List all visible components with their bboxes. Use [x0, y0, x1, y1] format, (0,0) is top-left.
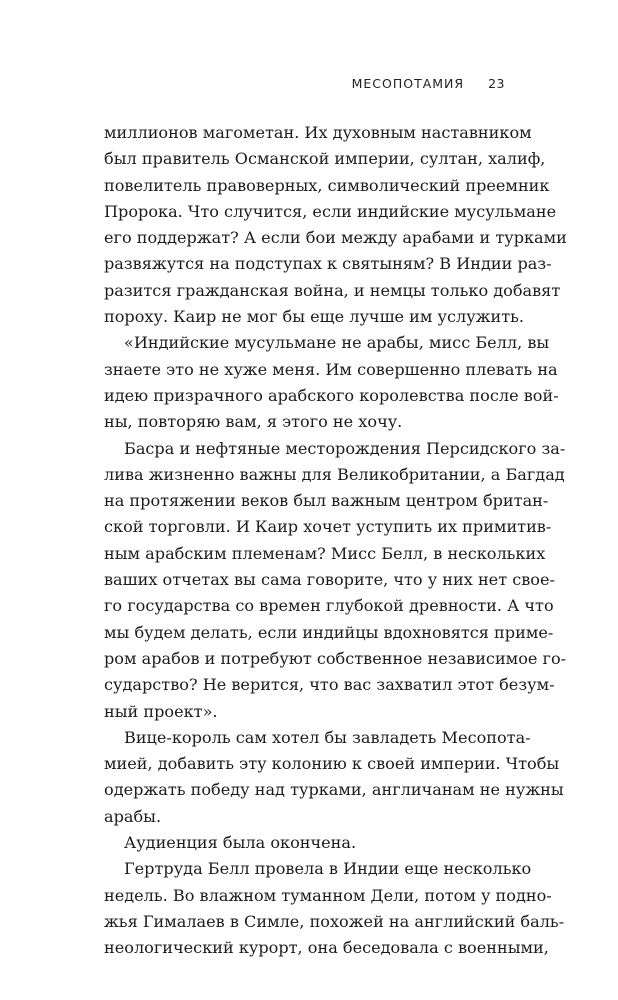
text-line: ным арабским племенам? Мисс Белл, в нескольких	[104, 543, 546, 563]
text-line: го государства со времен глубокой древности. А что	[104, 596, 554, 616]
text-line: ской торговли. И Каир хочет уступить их примитив-	[104, 517, 552, 537]
paragraph	[104, 330, 559, 435]
paragraph	[104, 830, 508, 856]
text-line: мией, добавить эту колонию к своей империи. Чтобы	[104, 754, 560, 774]
text-line: его поддержат? А если бои между арабами и турками	[104, 228, 567, 248]
text-line: знаете это не хуже меня. Им совершенно плевать на	[104, 359, 558, 379]
running-head	[352, 76, 505, 96]
text-line: жья Гималаев в Симле, похожей на английский баль-	[104, 911, 565, 931]
page-number: 23	[488, 76, 505, 91]
text-line: «Индийские мусульмане не арабы, мисс Белл, вы	[124, 333, 550, 353]
text-line: арабы.	[104, 806, 162, 826]
text-line: Аудиенция была окончена.	[124, 833, 357, 853]
paragraph	[104, 120, 567, 330]
text-line: Вице-король сам хотел бы завладеть Месопота-	[124, 727, 531, 747]
text-line: разится гражданская война, и немцы только добавят	[104, 280, 561, 300]
text-line: был правитель Османской империи, султан, халиф,	[104, 149, 546, 169]
text-line: ный проект».	[104, 701, 218, 721]
paragraph	[104, 436, 567, 725]
text-line: одержать победу над турками, англичанам не нужны	[104, 780, 564, 800]
text-line: Пророка. Что случится, если индийские мусульмане	[104, 201, 557, 221]
text-line: ваших отчетах вы сама говорите, что у них нет свое-	[104, 570, 555, 590]
text-line: на протяжении веков был важным центром британ-	[104, 491, 549, 511]
chapter-title: МЕСОПОТАМИЯ	[351, 76, 465, 91]
body-text	[104, 120, 567, 962]
text-line: Гертруда Белл провела в Индии еще несколько	[124, 859, 532, 879]
text-line: Басра и нефтяные месторождения Персидского за-	[124, 438, 566, 458]
text-line: идею призрачного арабского королевства после вой-	[104, 385, 559, 405]
text-line: пороху. Каир не мог бы еще лучше им услужить.	[104, 307, 525, 327]
text-line: неологический курорт, она беседовала с военными,	[104, 938, 549, 958]
paragraph	[104, 725, 564, 830]
text-line: повелитель правоверных, символический преемник	[104, 175, 550, 195]
text-line: ны, повторяю вам, я этого не хочу.	[104, 412, 403, 432]
text-line: лива жизненно важны для Великобритании, а Багдад	[104, 464, 565, 484]
paragraph	[104, 856, 565, 961]
text-line: сударство? Не верится, что вас захватил этот безум-	[104, 675, 555, 695]
text-line: мы будем делать, если индийцы вдохновятся приме-	[104, 622, 554, 642]
text-line: миллионов магометан. Их духовным наставником	[104, 123, 532, 142]
text-line: развяжутся на подступах к святыням? В Индии раз-	[104, 254, 552, 274]
text-line: недель. Во влажном туманном Дели, потом у подно-	[104, 885, 552, 905]
text-line: ром арабов и потребуют собственное независимое го-	[104, 648, 567, 668]
